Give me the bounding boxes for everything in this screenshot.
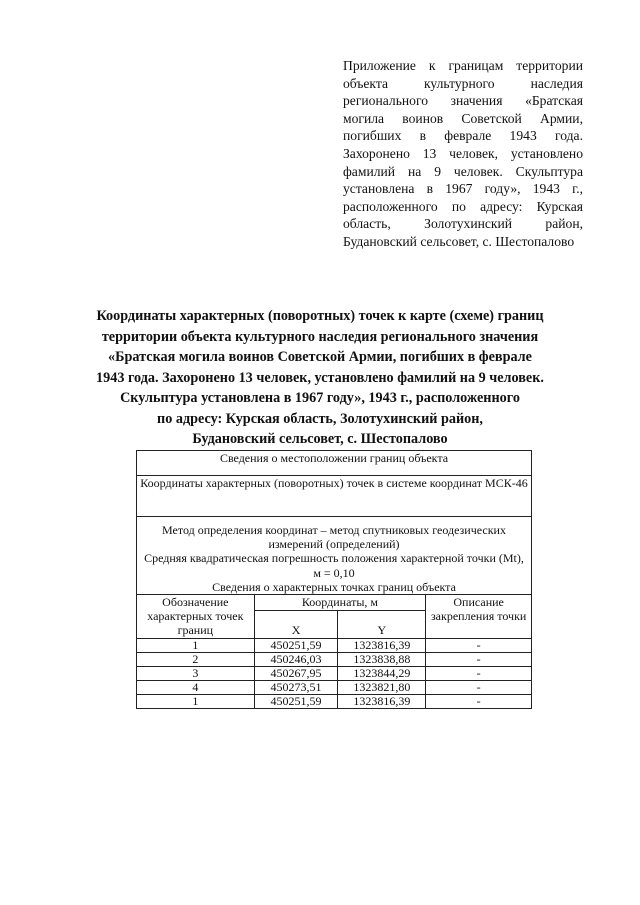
designation-header: Обозначение характерных точек границ bbox=[137, 595, 255, 639]
coord-system-cell: Координаты характерных (поворотных) точек в системе координат МСК-46 bbox=[137, 476, 532, 517]
y-cell: 1323838,88 bbox=[338, 652, 426, 666]
table-section-row bbox=[137, 476, 532, 517]
appendix-line: с. Шестопалово bbox=[482, 233, 575, 249]
y-header: Y bbox=[338, 611, 426, 638]
table-row bbox=[137, 680, 532, 694]
point-cell: 1 bbox=[137, 638, 255, 652]
heading-line: «Братская могила воинов Советской Армии, погибших в феврале bbox=[108, 349, 532, 365]
appendix-line: Захоронено 13 человек, установлено bbox=[343, 145, 583, 161]
x-cell: 450251,59 bbox=[254, 694, 338, 708]
point-cell: 4 bbox=[137, 680, 255, 694]
y-cell: 1323816,39 bbox=[338, 694, 426, 708]
points-title-text: Сведения о характерных точках границ объекта bbox=[212, 579, 456, 594]
appendix-line: могила воинов Советской Армии, bbox=[343, 110, 583, 126]
appendix-line: Будановский сельсовет, bbox=[343, 233, 480, 249]
point-cell: 2 bbox=[137, 652, 255, 666]
table-row bbox=[137, 652, 532, 666]
heading-line: Будановский сельсовет, с. Шестопалово bbox=[192, 431, 448, 447]
x-cell: 450246,03 bbox=[254, 652, 338, 666]
description-cell: - bbox=[426, 652, 532, 666]
coordinates-header: Координаты, м bbox=[254, 595, 426, 611]
appendix-line: фамилий на 9 человек. Скульптура bbox=[343, 163, 583, 179]
appendix-note bbox=[343, 57, 583, 251]
description-cell: - bbox=[426, 694, 532, 708]
document-heading bbox=[60, 306, 580, 450]
heading-line: территории объекта культурного наследия регионального значения bbox=[101, 328, 539, 345]
heading-line: по адресу: Курская область, Золотухинский район, bbox=[157, 410, 483, 427]
x-header: X bbox=[254, 611, 338, 638]
appendix-line: объекта культурного наследия bbox=[343, 75, 583, 91]
description-cell: - bbox=[426, 638, 532, 652]
table-row bbox=[137, 638, 532, 652]
appendix-line: установлена в 1967 году», 1943 г., bbox=[343, 181, 583, 197]
description-header: Описание закрепления точки bbox=[426, 595, 532, 639]
appendix-line: Приложение к границам территории bbox=[343, 58, 583, 73]
table-row bbox=[137, 694, 532, 708]
appendix-line: расположенного по адресу: Курская bbox=[343, 198, 583, 214]
heading-line: Координаты характерных (поворотных) точек к карте (схеме) границ bbox=[96, 308, 544, 324]
appendix-line: область, Золотухинский район, bbox=[343, 216, 583, 232]
table-section-row bbox=[137, 517, 532, 595]
point-cell: 1 bbox=[137, 694, 255, 708]
heading-line: 1943 года. Захоронено 13 человек, установлено фамилий на 9 человек. bbox=[96, 369, 544, 386]
location-title-cell: Сведения о местоположении границ объекта bbox=[137, 451, 532, 476]
heading-line: Скульптура установлена в 1967 году», 1943 г., расположенного bbox=[120, 390, 520, 406]
y-cell: 1323844,29 bbox=[338, 666, 426, 680]
accuracy-text: Средняя квадратическая погрешность положения характерной точки (Mt), м = 0,10 bbox=[144, 551, 524, 580]
y-cell: 1323821,80 bbox=[338, 680, 426, 694]
appendix-line: регионального значения «Братская bbox=[343, 93, 583, 109]
x-cell: 450251,59 bbox=[254, 638, 338, 652]
point-cell: 3 bbox=[137, 666, 255, 680]
table-header-row bbox=[137, 595, 532, 611]
y-cell: 1323816,39 bbox=[338, 638, 426, 652]
method-cell bbox=[137, 517, 532, 595]
appendix-line: погибших в феврале 1943 года. bbox=[343, 128, 583, 144]
coordinates-table bbox=[136, 450, 532, 709]
table-section-row bbox=[137, 451, 532, 476]
description-cell: - bbox=[426, 680, 532, 694]
x-cell: 450267,95 bbox=[254, 666, 338, 680]
table-row bbox=[137, 666, 532, 680]
x-cell: 450273,51 bbox=[254, 680, 338, 694]
description-cell: - bbox=[426, 666, 532, 680]
method-text: Метод определения координат – метод спутниковых геодезических измерений (определений) bbox=[162, 523, 506, 552]
